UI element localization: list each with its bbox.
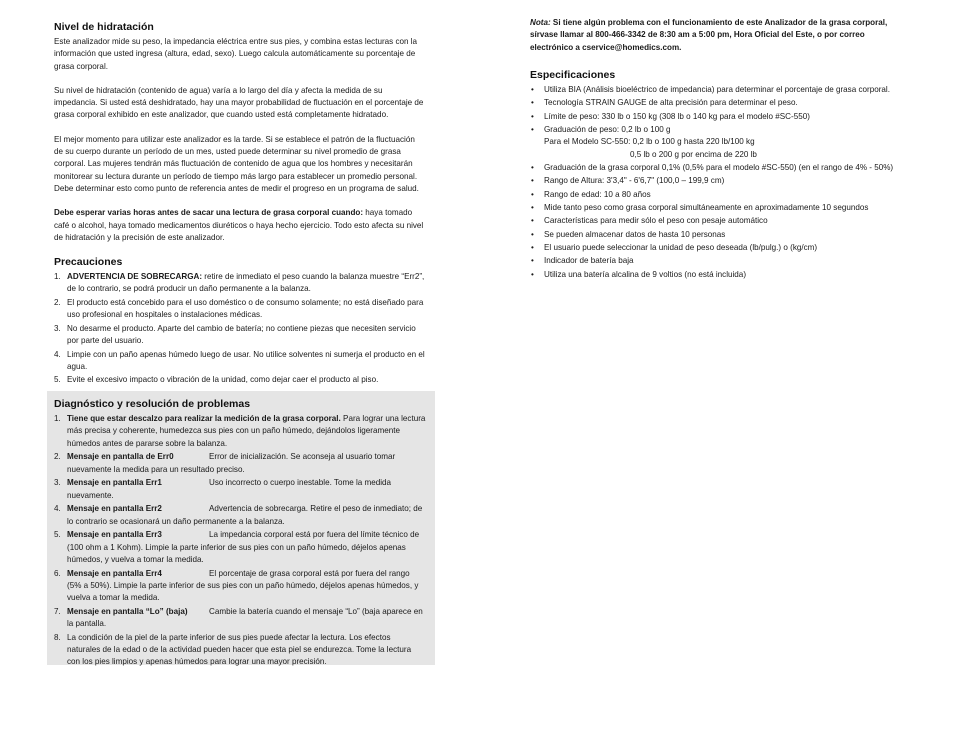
troubleshooting-item: 5. Mensaje en pantalla Err3 La impedancia corporal está por fuera del límite técnico de (100 ohm a 1 Kohm). Limpie la parte inferior de sus pies con un paño húmedo, déjelos apenas húmedos, y vuelva a tomar la medida. bbox=[54, 530, 420, 564]
troubleshooting-item: 6. Mensaje en pantalla Err4 El porcentaje de grasa corporal está por fuera del rango (5% a 50%). Limpie la parte inferior de sus pies con un paño húmedo, déjelos apenas húmedos, y vuelva a tomar la medida. bbox=[54, 568, 419, 603]
right-column bbox=[530, 17, 896, 282]
left-column bbox=[54, 21, 426, 388]
error-message-label: Mensaje en pantalla Err3 bbox=[67, 530, 162, 540]
support-note bbox=[530, 17, 896, 54]
troubleshooting-item: 8. La condición de la piel de la parte inferior de sus pies puede afectar la lectura. Los efectos naturales de la edad o de la actividad pueden hacer que esta piel se endurezca. Tome la lectura con los pies limpios y apenas húmedos para lograr una mayor precisión. bbox=[54, 632, 412, 667]
hydration-heading: Nivel de hidratación bbox=[54, 21, 154, 33]
spec-item: • El usuario puede seleccionar la unidad de peso deseada (lb/pulg.) o (kg/cm) bbox=[530, 242, 896, 254]
specs-heading: Especificaciones bbox=[530, 68, 616, 81]
spec-item-weight-graduation: • Graduación de peso: 0,2 lb o 100 g Para el Modelo SC-550: 0,2 lb o 100 g hasta 220 lb/100 kg 0,5 lb o 200 g por encima de 220 lb bbox=[530, 124, 896, 161]
spec-item: • Indicador de batería baja bbox=[530, 255, 896, 267]
troubleshooting-item: 3. Mensaje en pantalla Err1 Uso incorrecto o cuerpo inestable. Tome la medida nuevamente. bbox=[54, 478, 392, 500]
error-message-label: Mensaje en pantalla Err4 bbox=[67, 568, 162, 578]
spec-item: • Tecnología STRAIN GAUGE de alta precisión para determinar el peso. bbox=[530, 97, 896, 109]
error-message-label: Mensaje en pantalla Err2 bbox=[67, 504, 162, 514]
troubleshooting-list bbox=[54, 413, 426, 669]
precaution-item: 1. ADVERTENCIA DE SOBRECARGA: retire de inmediato el peso cuando la balanza muestre “Err2”, de lo contrario, se podrá producir un daño permanente a la balanza. bbox=[54, 272, 425, 294]
troubleshooting-item: 7. Mensaje en pantalla “Lo” (baja) Cambie la batería cuando el mensaje “Lo” (baja aparece en la pantalla. bbox=[54, 606, 423, 629]
troubleshooting-item: 2. Mensaje en pantalla de Err0 Error de inicialización. Se aconseja al usuario tomar nuevamente la medida para un resultado preciso. bbox=[54, 452, 396, 474]
hydration-paragraph-3: El mejor momento para utilizar este analizador es la tarde. Si se establece el patrón de la fluctuación de su cuerpo durante un período de un mes, usted puede determinar su nivel promedio de grasa corporal. Las mujeres tendrán más fluctuación de contenido de agua que los hombres y necesitarán monitorear su lectura durante un período de tiempo más largo para establecer un promedio personal. Debe determinar esto como punto de referencia antes de medir el progreso en un programa de salud. bbox=[54, 134, 419, 193]
troubleshooting-heading: Diagnóstico y resolución de problemas bbox=[54, 398, 251, 410]
spec-item: • Graduación de la grasa corporal 0,1% (0,5% para el modelo #SC-550) (en el rango de 4% - 50%) bbox=[530, 162, 896, 174]
hydration-paragraph-2: Su nivel de hidratación (contenido de agua) varía a lo largo del día y afecta la medida de su impedancia. Si usted está deshidratado, hay una mayor probabilidad de fluctuación en el porcentaje de grasa corporal exhibido en este analizador, que cuando usted está completamente hidratado. bbox=[54, 85, 424, 120]
spec-item: • Límite de peso: 330 lb o 150 kg (308 lb o 140 kg para el modelo #SC-550) bbox=[530, 111, 896, 123]
precaution-item: 5. Evite el excesivo impacto o vibración de la unidad, como dejar caer el producto al piso. bbox=[54, 375, 379, 385]
spec-item: • Se pueden almacenar datos de hasta 10 personas bbox=[530, 229, 896, 241]
error-message-label: Mensaje en pantalla de Err0 bbox=[67, 452, 174, 462]
specs-list bbox=[530, 84, 896, 281]
note-label: Nota: bbox=[530, 18, 551, 27]
note-text: Si tiene algún problema con el funcionamiento de este Analizador de la grasa corporal, sírvase llamar al 800-466-3342 de 8:30 am a 5:00 pm, Hora Oficial del Este, o por correo electrónico a cservice@homedics.com. bbox=[530, 18, 888, 52]
troubleshooting-item: 4. Mensaje en pantalla Err2 Advertencia de sobrecarga. Retire el peso de inmediato; de lo contrario se ocasionará un daño permanente a la balanza. bbox=[54, 504, 423, 526]
spec-item: • Rango de Altura: 3'3,4" - 6'6,7" (100,0 – 199,9 cm) bbox=[530, 175, 896, 187]
troubleshooting-box bbox=[47, 391, 435, 665]
spec-item: • Características para medir sólo el peso con pesaje automático bbox=[530, 215, 896, 227]
spec-item: • Utiliza BIA (Análisis bioeléctrico de impedancia) para determinar el porcentaje de grasa corporal. bbox=[530, 84, 896, 96]
hydration-paragraph-4 bbox=[54, 207, 426, 244]
hydration-warning-bold: Debe esperar varias horas antes de sacar una lectura de grasa corporal cuando: bbox=[54, 208, 364, 218]
hydration-warning-text: haya tomado café o alcohol, haya tomado medicamentos diuréticos o haya hecho ejercicio. Todo esto afecta su nivel de hidratación y la precisión de este analizador. bbox=[54, 208, 424, 242]
precautions-heading: Precauciones bbox=[54, 256, 123, 269]
spec-item: • Mide tanto peso como grasa corporal simultáneamente en aproximadamente 10 segundos bbox=[530, 202, 896, 214]
precaution-item: 4. Limpie con un paño apenas húmedo luego de usar. No utilice solventes ni sumerja el producto en el agua. bbox=[54, 349, 425, 371]
spec-item: • Utiliza una batería alcalina de 9 voltios (no está incluida) bbox=[530, 269, 896, 281]
spec-item: • Rango de edad: 10 a 80 años bbox=[530, 189, 896, 201]
error-message-label: Mensaje en pantalla Err1 bbox=[67, 478, 162, 488]
precaution-item: 3. No desarme el producto. Aparte del cambio de batería; no contiene piezas que necesiten servicio por parte del usuario. bbox=[54, 323, 416, 346]
hydration-paragraph-1: Este analizador mide su peso, la impedancia eléctrica entre sus pies, y combina estas lecturas con la información que usted ingresa (altura, edad, sexo). Luego calcula automáticamente su porcentaje de grasa corporal. bbox=[54, 37, 418, 71]
error-message-label: Mensaje en pantalla “Lo” (baja) bbox=[67, 606, 188, 616]
precautions-list bbox=[54, 271, 426, 386]
precaution-item: 2. El producto está concebido para el uso doméstico o de consumo solamente; no está diseñado para uso profesional en hospitales o instalaciones médicas. bbox=[54, 297, 424, 320]
troubleshooting-item: 1. Tiene que estar descalzo para realizar la medición de la grasa corporal. Para lograr una lectura más precisa y coherente, humedezca sus pies con un paño húmedo, dejándolos ligeramente húmedos antes de pararse sobre la balanza. bbox=[54, 414, 426, 448]
